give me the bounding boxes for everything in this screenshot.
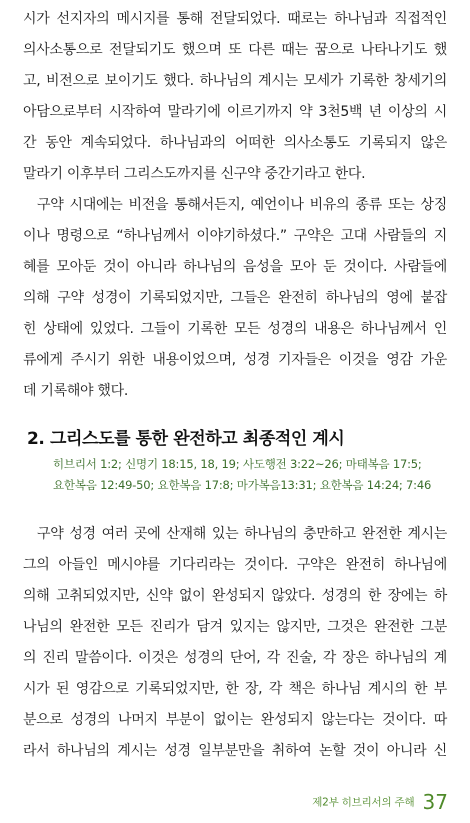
text-line: 의해 고취되었지만, 신약 없이 완성되지 않았다. 성경의 한 장에는 하 [23,588,447,604]
text-line: 아담으로부터 시작하여 말라기에 이르기까지 약 3천5백 년 이상의 시 [23,104,447,120]
paragraph-2 [23,190,447,407]
page-footer [312,790,448,814]
text-line: 분으로 성경의 나머지 부분이 없이는 완성되지 않는다는 것이다. 따 [23,712,447,728]
text-line: 혜를 모아둔 것이 아니라 하나님의 음성을 모아 둔 것이다. 사람들에 [23,259,447,275]
text-line: 그의 아들인 메시야를 기다리라는 것이다. 구약은 완전히 하나님에 [23,557,447,573]
text-line: 류에게 주시기 위한 내용이었으며, 성경 기자들은 이것을 영감 가운 [23,352,447,368]
text-line: 데 기록해야 했다. [23,383,129,399]
section-heading: 2. 그리스도를 통한 완전하고 최종적인 계시 [27,429,345,449]
text-line: 말라기 이후부터 그리스도까지를 신구약 중간기라고 한다. [23,166,366,182]
running-footer-label: 제2부 히브리서의 주해 [312,796,415,809]
text-line: 시가 된 영감으로 기록되었지만, 한 장, 각 책은 하나님 계시의 한 부 [23,681,447,697]
text-line: 나님의 완전한 모든 진리가 담겨 있지는 않지만, 그것은 완전한 그분 [23,619,447,635]
text-line: 의 진리 말씀이다. 이것은 성경의 단어, 각 진술, 각 장은 하나님의 계 [23,650,447,666]
text-line: 이나 명령으로 “하나님께서 이야기하셨다.” 구약은 고대 사람들의 지 [23,228,447,244]
text-line: 구약 시대에는 비전을 통해서든지, 예언이나 비유의 종류 또는 상징 [37,197,447,213]
text-line: 라서 하나님의 계시는 성경 일부분만을 취하여 논할 것이 아니라 신 [23,743,447,759]
text-line: 고, 비전으로 보이기도 했다. 하나님의 계시는 모세가 기록한 창세기의 [23,73,447,89]
text-line: 의해 구약 성경이 기록되었지만, 그들은 완전히 하나님의 영에 붙잡 [23,290,447,306]
text-line: 구약 성경 여러 곳에 산재해 있는 하나님의 충만하고 완전한 계시는 [37,526,447,542]
text-line: 간 동안 계속되었다. 하나님과의 어떠한 의사소통도 기록되지 않은 [23,135,447,151]
text-line: 의사소통으로 전달되기도 했으며 또 다른 때는 꿈으로 나타나기도 했 [23,42,447,58]
scripture-references-line-2: 요한복음 12:49-50; 요한복음 17:8; 마가복음13:31; 요한복음 14:24; 7:46 [53,478,432,492]
text-line: 힌 상태에 있었다. 그들이 기록한 모든 성경의 내용은 하나님께서 인 [23,321,447,337]
page-number: 37 [422,790,448,814]
text-line: 시가 선지자의 메시지를 통해 전달되었다. 때로는 하나님과 직접적인 [23,11,447,27]
paragraph-1 [23,4,447,190]
scripture-references-line-1: 히브리서 1:2; 신명기 18:15, 18, 19; 사도행전 3:22~26; 마태복음 17:5; [53,457,422,471]
paragraph-3 [23,519,447,767]
